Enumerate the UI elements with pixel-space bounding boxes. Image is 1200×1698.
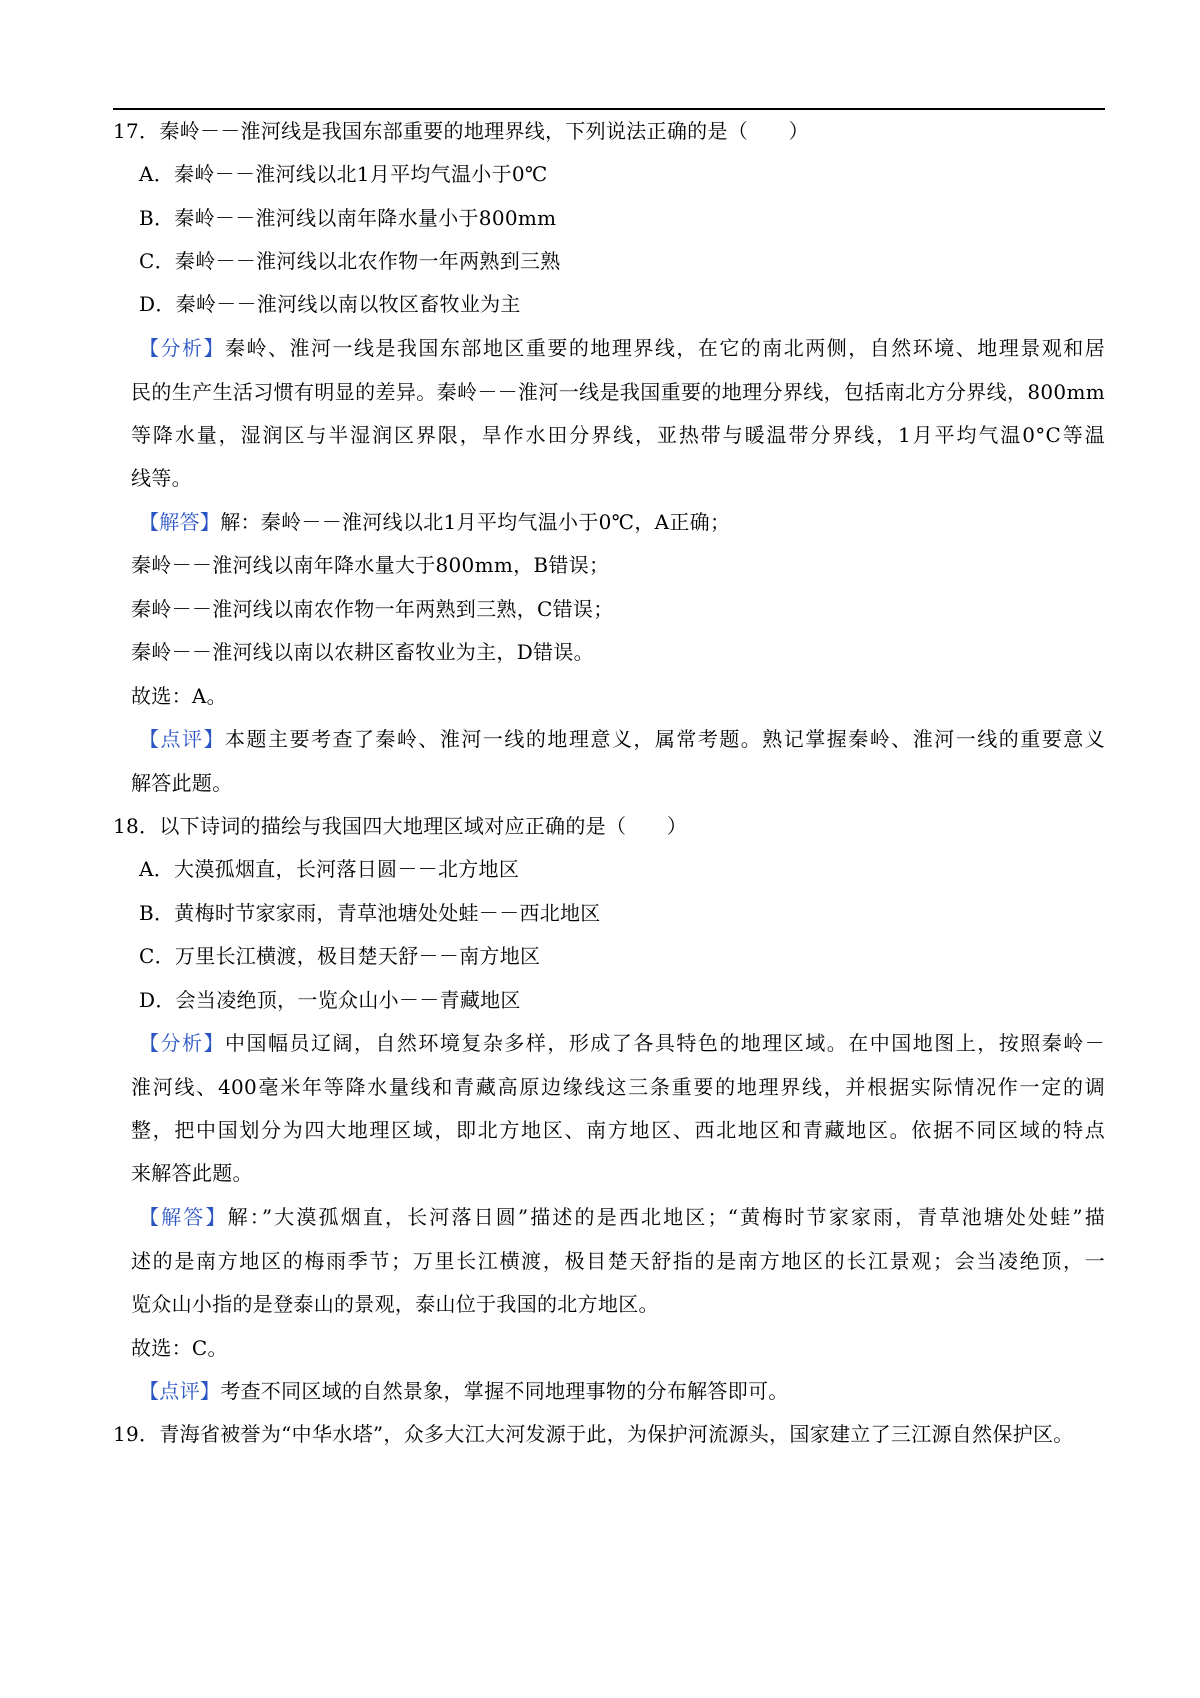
question-17-option-a: A．秦岭－－淮河线以北1月平均气温小于0℃ <box>139 162 548 186</box>
question-18-answer-line-2: 述的是南方地区的梅雨季节；万里长江横渡，极目楚天舒指的是南方地区的长江景观；会当凌绝顶，一 <box>131 1249 1105 1273</box>
question-17-answer-line-1: 【解答】解：秦岭－－淮河线以北1月平均气温小于0℃，A正确； <box>139 510 731 534</box>
question-17-answer-line-2: 秦岭－－淮河线以南年降水量大于800mm，B错误； <box>131 553 610 577</box>
comment-tag: 【点评】 <box>139 1379 221 1403</box>
question-18-option-b: B．黄梅时节家家雨，青草池塘处处蛙－－西北地区 <box>139 901 601 925</box>
question-17-option-d: D．秦岭－－淮河线以南以牧区畜牧业为主 <box>139 292 521 316</box>
question-18-option-d: D．会当凌绝顶，一览众山小－－青藏地区 <box>139 988 521 1012</box>
question-19-stem: 19．青海省被誉为“中华水塔”，众多大江大河发源于此，为保护河流源头，国家建立了三江源自然保护区。 <box>113 1422 1074 1446</box>
question-17-option-c: C．秦岭－－淮河线以北农作物一年两熟到三熟 <box>139 249 561 273</box>
question-18-comment-line-1: 【点评】考查不同区域的自然景象，掌握不同地理事物的分布解答即可。 <box>139 1379 789 1403</box>
question-18-answer-line-3: 览众山小指的是登泰山的景观，泰山位于我国的北方地区。 <box>131 1292 659 1316</box>
analysis-tag: 【分析】 <box>139 336 225 360</box>
question-17-comment-line-1: 【点评】本题主要考查了秦岭、淮河一线的地理意义，属常考题。熟记掌握秦岭、淮河一线的重要意义 <box>139 727 1105 751</box>
question-18-option-a: A．大漠孤烟直，长河落日圆－－北方地区 <box>139 857 520 881</box>
question-18-option-c: C．万里长江横渡，极目楚天舒－－南方地区 <box>139 944 541 968</box>
question-18-answer-line-1: 【解答】解：”大漠孤烟直，长河落日圆”描述的是西北地区；“黄梅时节家家雨，青草池塘处处蛙”描 <box>139 1205 1105 1229</box>
question-18-analysis-line-3: 整，把中国划分为四大地理区域，即北方地区、南方地区、西北地区和青藏地区。依据不同区域的特点 <box>131 1118 1105 1142</box>
question-18-stem: 18．以下诗词的描绘与我国四大地理区域对应正确的是（ ） <box>113 814 688 838</box>
question-17-analysis-line-3: 等降水量，湿润区与半湿润区界限，旱作水田分界线，亚热带与暖温带分界线，1月平均气温0°C等温 <box>131 423 1105 447</box>
question-17-analysis-line-2: 民的生产生活习惯有明显的差异。秦岭－－淮河一线是我国重要的地理分界线，包括南北方分界线，800mm <box>131 380 1105 404</box>
question-17-comment-line-2: 解答此题。 <box>131 771 233 795</box>
comment-tag: 【点评】 <box>139 727 225 751</box>
question-17-analysis-line-4: 线等。 <box>131 466 192 490</box>
question-17-answer-line-4: 秦岭－－淮河线以南以农耕区畜牧业为主，D错误。 <box>131 640 594 664</box>
answer-tag: 【解答】 <box>139 510 221 534</box>
question-18-answer-choice: 故选：C。 <box>131 1336 228 1360</box>
question-17-answer-line-3: 秦岭－－淮河线以南农作物一年两熟到三熟，C错误； <box>131 597 614 621</box>
header-rule <box>113 108 1105 110</box>
question-17-answer-choice: 故选：A。 <box>131 684 227 708</box>
question-18-analysis-line-4: 来解答此题。 <box>131 1161 253 1185</box>
question-17-stem: 17．秦岭－－淮河线是我国东部重要的地理界线，下列说法正确的是（ ） <box>113 119 809 143</box>
answer-tag: 【解答】 <box>139 1205 228 1229</box>
question-17-option-b: B．秦岭－－淮河线以南年降水量小于800mm <box>139 206 557 230</box>
question-17-analysis-line-1: 【分析】秦岭、淮河一线是我国东部地区重要的地理界线，在它的南北两侧，自然环境、地理景观和居 <box>139 336 1105 360</box>
question-18-analysis-line-2: 淮河线、400毫米年等降水量线和青藏高原边缘线这三条重要的地理界线，并根据实际情况作一定的调 <box>131 1075 1105 1099</box>
analysis-tag: 【分析】 <box>139 1031 225 1055</box>
question-18-analysis-line-1: 【分析】中国幅员辽阔，自然环境复杂多样，形成了各具特色的地理区域。在中国地图上，按照秦岭－ <box>139 1031 1105 1055</box>
